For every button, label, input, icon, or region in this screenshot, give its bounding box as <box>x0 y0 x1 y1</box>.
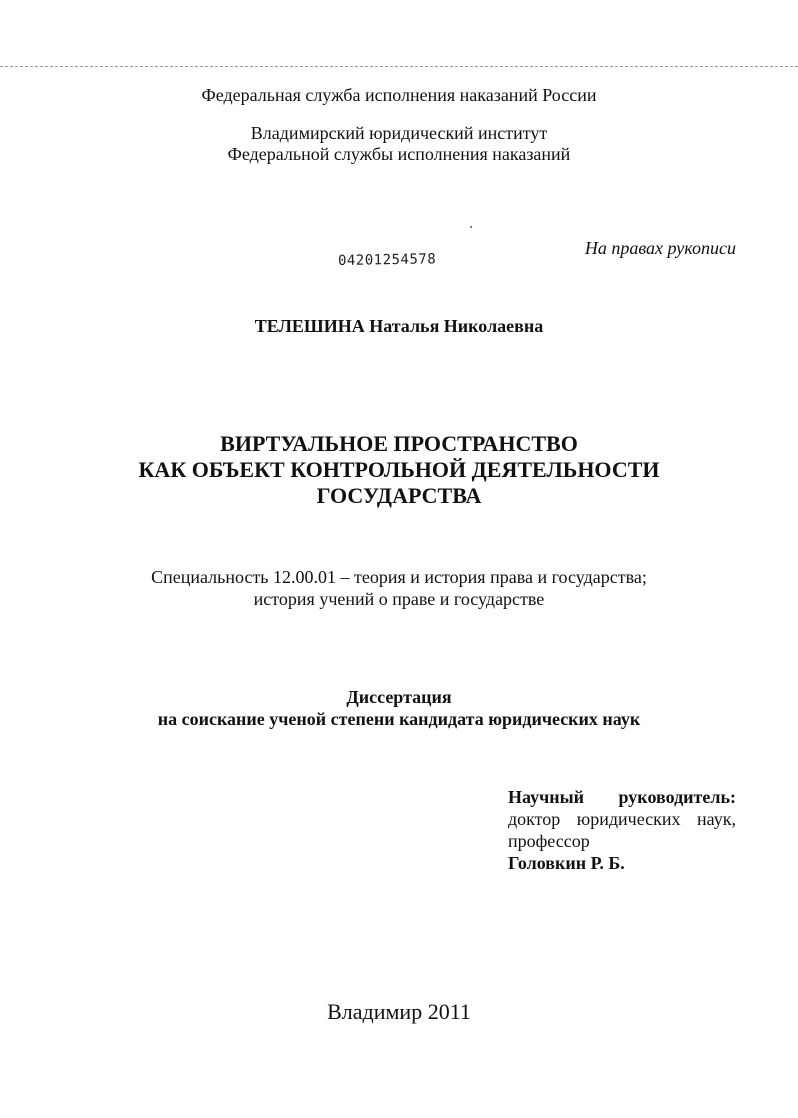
institute-line-1: Владимирский юридический институт <box>250 123 548 143</box>
title-line-3: ГОСУДАРСТВА <box>316 483 482 508</box>
dissertation-heading: Диссертация <box>346 687 452 707</box>
title-line-2: КАК ОБЪЕКТ КОНТРОЛЬНОЙ ДЕЯТЕЛЬНОСТИ <box>138 457 660 482</box>
author-name: ТЕЛЕШИНА Наталья Николаевна <box>254 316 544 336</box>
scan-border-line <box>0 66 798 67</box>
registration-number: 04201254578 <box>337 251 437 269</box>
manuscript-note: На правах рукописи <box>584 238 736 258</box>
dissertation-degree: на соискание ученой степени кандидата юридических наук <box>157 709 641 729</box>
specialty-line-2: история учений о праве и государстве <box>253 589 545 609</box>
institute-line-2: Федеральной службы исполнения наказаний <box>227 144 571 164</box>
advisor-name: Головкин Р. Б. <box>508 853 625 873</box>
specialty-line-1: Специальность 12.00.01 – теория и история права и государства; <box>151 567 647 587</box>
advisor-label: Научный руководитель: <box>508 787 736 807</box>
title-line-1: ВИРТУАЛЬНОЕ ПРОСТРАНСТВО <box>220 431 578 456</box>
advisor-rank: профессор <box>508 831 590 851</box>
advisor-block <box>508 786 736 874</box>
organization-main: Федеральная служба исполнения наказаний России <box>201 85 597 105</box>
scan-speck <box>470 226 472 228</box>
city-year: Владимир 2011 <box>327 999 471 1024</box>
advisor-degree: доктор юридических наук, <box>508 809 736 829</box>
